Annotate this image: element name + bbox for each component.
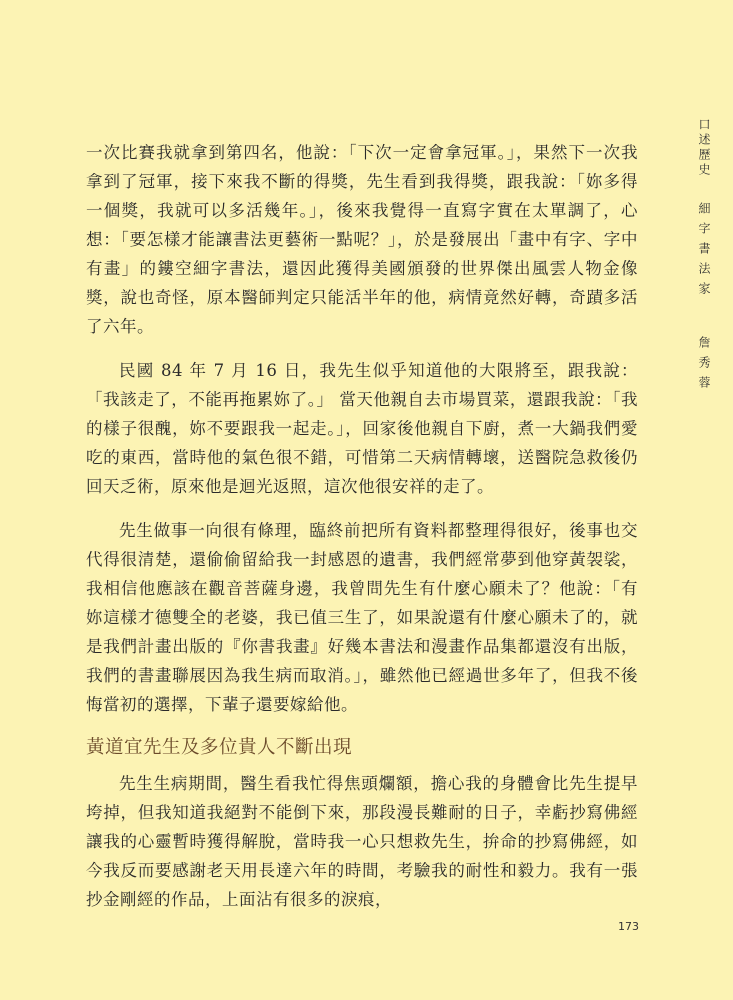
section-heading: 黃道宜先生及多位貴人不斷出現 bbox=[86, 737, 353, 758]
body-paragraph: 先生做事一向很有條理，臨終前把所有資料都整理得很好，後事也交代得很清楚，還偷偷留給我一封感恩的遺書，我們經常夢到他穿黃袈裟，我相信他應該在觀音菩薩身邊，我曾問先生有什麼心願未了？他說：「有妳這樣才德雙全的老婆，我已值三生了，如果說還有什麼心願未了的，就是我們計畫出版的『你書我畫』好幾本書法和漫畫作品集都還沒有出版，我們的書畫聯展因為我生病而取消。」，雖然他已經過世多年了，但我不後悔當初的選擇，下輩子還要嫁給他。 bbox=[86, 521, 638, 714]
body-paragraph: 先生生病期間，醫生看我忙得焦頭爛額，擔心我的身體會比先生提早垮掉，但我知道我絕對不能倒下來，那段漫長難耐的日子，幸虧抄寫佛經讓我的心靈暫時獲得解脫，當時我一心只想救先生，拚命的抄寫佛經，如今我反而要感謝老天用長達六年的時間，考驗我的耐性和毅力。我有一張抄金剛經的作品，上面沾有很多的淚痕， bbox=[86, 774, 638, 909]
page-body bbox=[86, 138, 638, 914]
author-name-label: 詹秀蓉 bbox=[697, 336, 711, 396]
body-paragraph: 民國 84 年 7 月 16 日，我先生似乎知道他的大限將至，跟我說：「我該走了，不能再拖累妳了。」 當天他親自去市場買菜，還跟我說：「我的樣子很醜，妳不要跟我一起走。」，回家後他親自下廚，煮一大鍋我們愛吃的東西，當時他的氣色很不錯，可惜第二天病情轉壞，送醫院急救後仍回天乏術，原來他是迴光返照，這次他很安祥的走了。 bbox=[86, 361, 638, 496]
page-number: 173 bbox=[618, 920, 639, 933]
book-title-label: 細字書法家 bbox=[697, 202, 711, 302]
body-paragraph: 一次比賽我就拿到第四名，他說：「下次一定會拿冠軍。」，果然下一次我拿到了冠軍，接下來我不斷的得獎，先生看到我得獎，跟我說：「妳多得一個獎，我就可以多活幾年。」，後來我覺得一直寫字實在太單調了，心想：「要怎樣才能讓書法更藝術一點呢？」，於是發展出「畫中有字、字中有畫」的鏤空細字書法，還因此獲得美國頒發的世界傑出風雲人物金像獎，說也奇怪，原本醫師判定只能活半年的他，病情竟然好轉，奇蹟多活了六年。 bbox=[86, 143, 638, 336]
series-label: 口述歷史 bbox=[697, 118, 711, 178]
